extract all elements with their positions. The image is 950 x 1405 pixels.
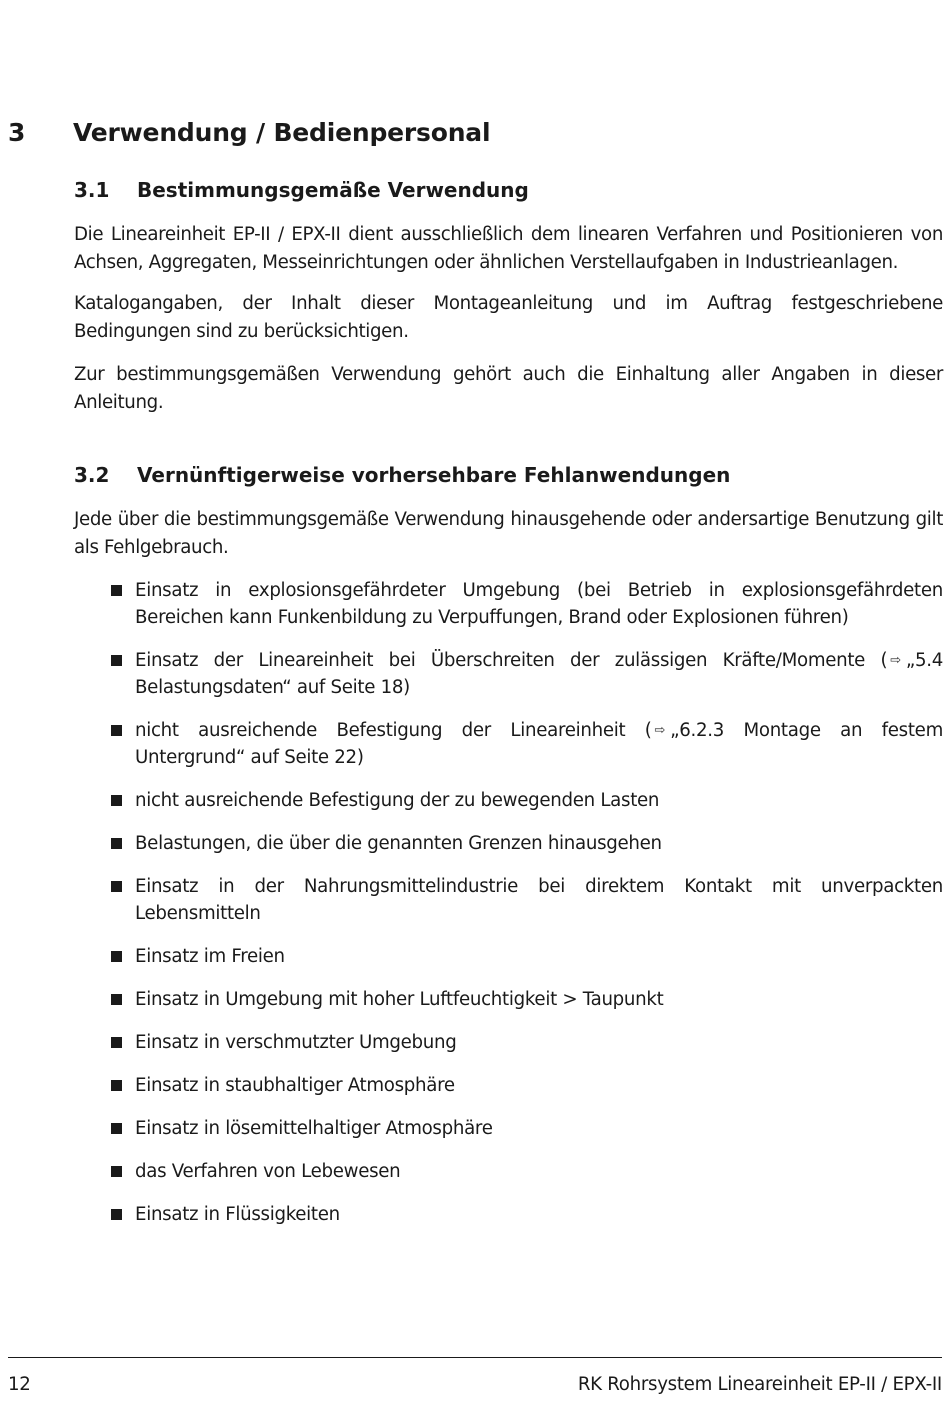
list-item	[108, 787, 943, 814]
list-item	[108, 1072, 943, 1099]
bullet-icon	[111, 795, 122, 806]
list-item	[108, 986, 943, 1013]
list-item-text: Einsatz in verschmutzter Umgebung	[135, 1032, 457, 1053]
bullet-icon	[111, 725, 122, 736]
list-item	[108, 647, 943, 701]
cross-reference-link[interactable]: „5.4 Belastungsdaten“ auf Seite 18	[135, 650, 943, 698]
bullet-icon	[111, 994, 122, 1005]
chapter-number: 3	[8, 118, 26, 147]
section-number: 3.2	[74, 463, 110, 487]
list-item-text: Einsatz in staubhaltiger Atmosphäre	[135, 1075, 455, 1096]
paragraph: Jede über die bestimmungsgemäße Verwendung hinausgehende oder andersartige Benutzung gilt als Fehlgebrauch.	[74, 509, 943, 558]
list-item-text: Einsatz der Lineareinheit bei Überschreiten der zulässigen Kräfte/Momente (	[135, 650, 888, 671]
list-item-text: Einsatz in Umgebung mit hoher Luftfeuchtigkeit > Taupunkt	[135, 989, 664, 1010]
list-item	[108, 1115, 943, 1142]
bullet-icon	[111, 655, 122, 666]
list-item	[108, 1201, 943, 1228]
list-item	[108, 577, 943, 631]
paragraph: Die Lineareinheit EP-II / EPX-II dient ausschließlich dem linearen Verfahren und Positionieren von Achsen, Aggregaten, Messeinrichtungen oder ähnlichen Verstellaufgaben in Industrieanlagen.	[74, 224, 943, 273]
section-number: 3.1	[74, 178, 110, 202]
list-item-text-end: )	[356, 747, 364, 768]
list-item-text: nicht ausreichende Befestigung der Lineareinheit (	[135, 720, 652, 741]
list-item-text: das Verfahren von Lebewesen	[135, 1161, 401, 1182]
misuse-list	[108, 577, 943, 1244]
cross-reference-arrow-icon: ⇨	[890, 653, 901, 668]
bullet-icon	[111, 881, 122, 892]
page-number: 12	[8, 1374, 31, 1395]
section-title: Vernünftigerweise vorhersehbare Fehlanwendungen	[137, 463, 731, 487]
bullet-icon	[111, 1166, 122, 1177]
list-item-text-end: )	[403, 677, 410, 698]
list-item-text: Einsatz in der Nahrungsmittelindustrie bei direktem Kontakt mit unverpackten Lebensmitteln	[135, 876, 943, 924]
footer-divider	[8, 1357, 942, 1358]
list-item	[108, 943, 943, 970]
bullet-icon	[111, 951, 122, 962]
list-item	[108, 717, 943, 771]
paragraph: Zur bestimmungsgemäßen Verwendung gehört auch die Einhaltung aller Angaben in dieser Anleitung.	[74, 364, 943, 413]
list-item-text: Belastungen, die über die genannten Grenzen hinausgehen	[135, 833, 662, 854]
list-item	[108, 1158, 943, 1185]
list-item	[108, 873, 943, 927]
cross-reference-arrow-icon: ⇨	[654, 723, 666, 738]
list-item	[108, 1029, 943, 1056]
section-title: Bestimmungsgemäße Verwendung	[137, 178, 529, 202]
bullet-icon	[111, 1209, 122, 1220]
list-item-text: Einsatz in lösemittelhaltiger Atmosphäre	[135, 1118, 493, 1139]
list-item-text: Einsatz im Freien	[135, 946, 285, 967]
document-title: RK Rohrsystem Lineareinheit EP-II / EPX-II	[577, 1374, 942, 1395]
bullet-icon	[111, 1037, 122, 1048]
bullet-icon	[111, 838, 122, 849]
list-item-text: nicht ausreichende Befestigung der zu bewegenden Lasten	[135, 790, 660, 811]
bullet-icon	[111, 1080, 122, 1091]
list-item	[108, 830, 943, 857]
bullet-icon	[111, 585, 122, 596]
list-item-text: Einsatz in Flüssigkeiten	[135, 1204, 340, 1225]
bullet-icon	[111, 1123, 122, 1134]
cross-reference-link[interactable]: „6.2.3 Montage an festem Untergrund“ auf Seite 22	[135, 720, 943, 768]
chapter-title: Verwendung / Bedienpersonal	[73, 118, 491, 147]
paragraph: Katalogangaben, der Inhalt dieser Montageanleitung und im Auftrag festgeschriebene Bedingungen sind zu berücksichtigen.	[74, 293, 943, 342]
list-item-text: Einsatz in explosionsgefährdeter Umgebung (bei Betrieb in explosionsgefährdeten Bereichen kann Funkenbildung zu Verpuffungen, Brand oder Explosionen führen)	[135, 580, 943, 628]
